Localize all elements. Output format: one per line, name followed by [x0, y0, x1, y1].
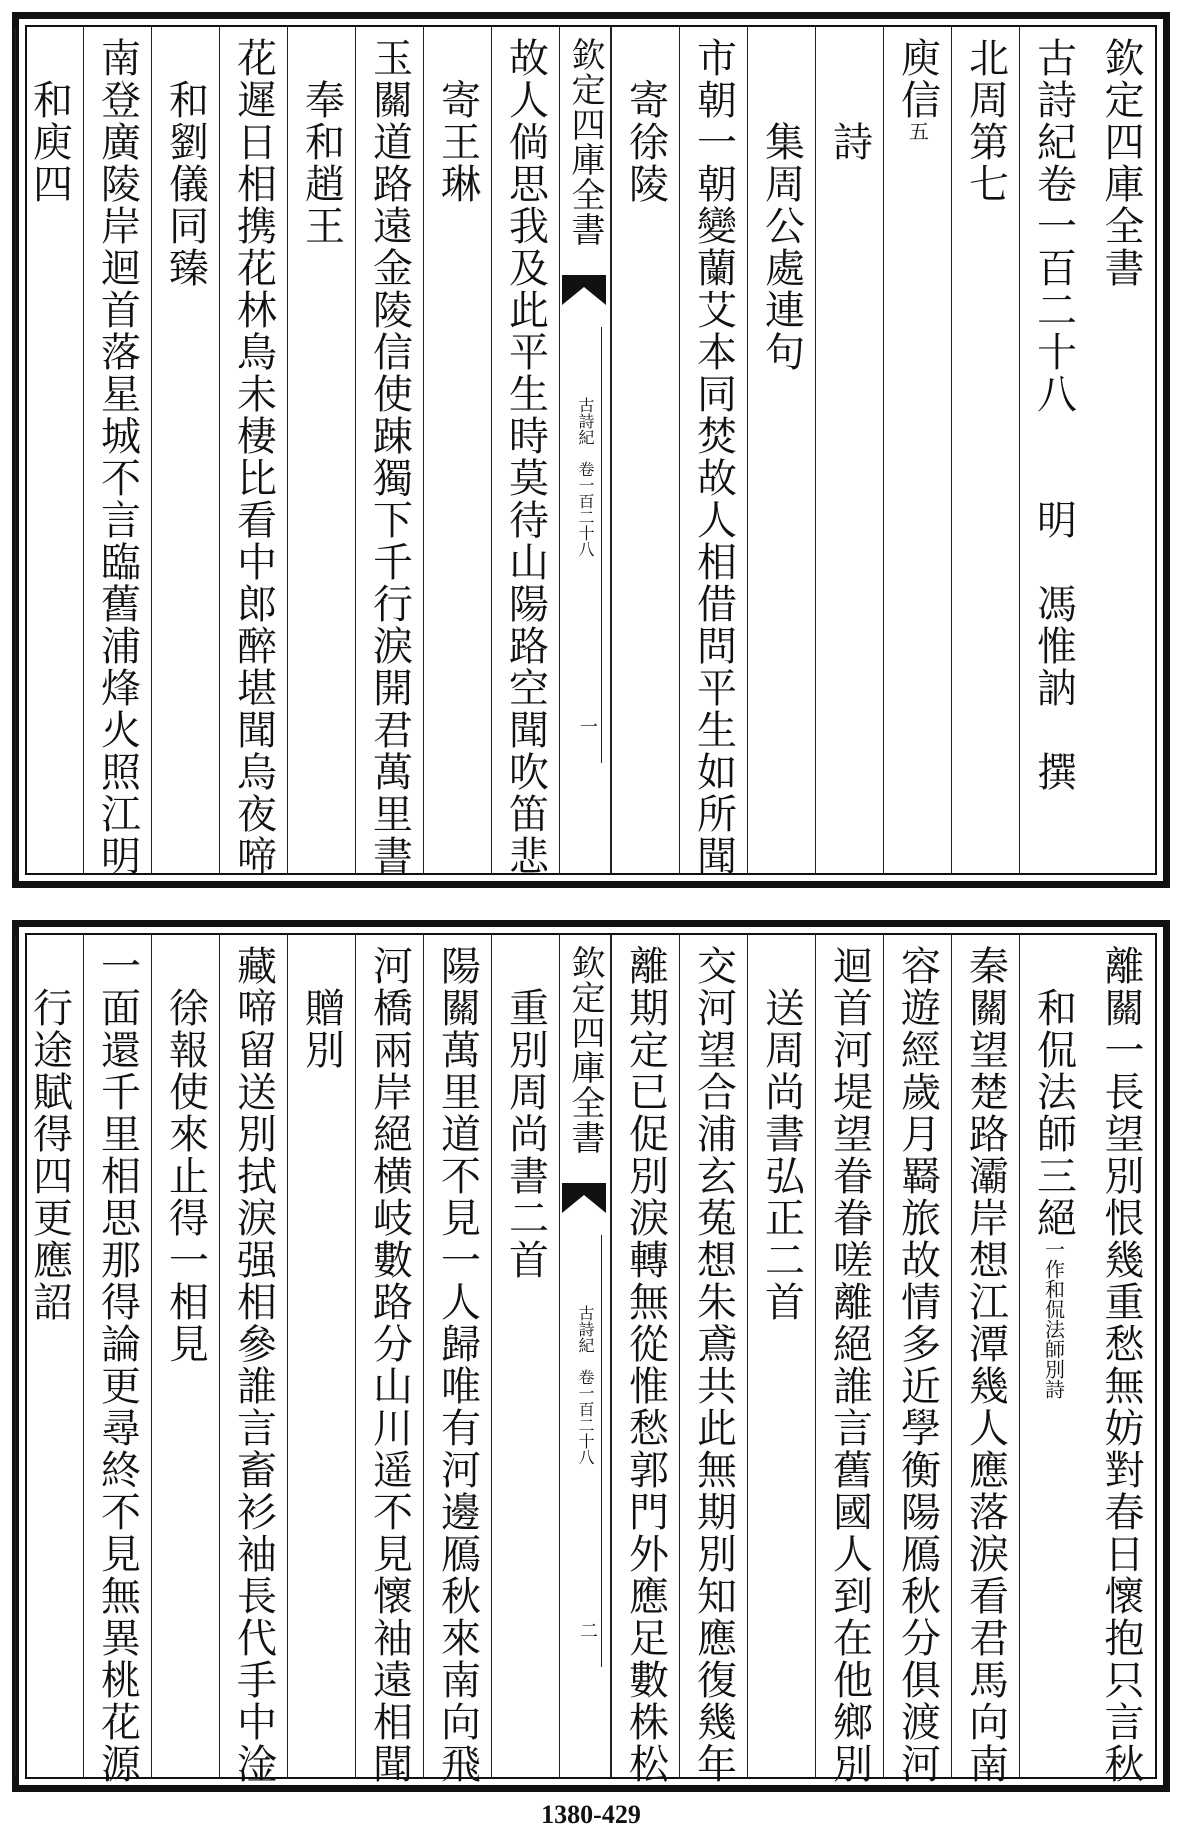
column-main-text: 容遊經歲月羇旅故情多近學衡陽鴈秋分俱渡河 [894, 945, 941, 1785]
column-main-text: 和庾四 [26, 37, 73, 205]
column-main-text: 故人倘思我及此平生時莫待山陽路空聞吹笛悲 [502, 37, 549, 877]
column-text [962, 945, 1009, 1785]
text-column [1087, 27, 1155, 873]
column-main-text: 和劉儀同臻 [162, 37, 209, 289]
text-column [423, 935, 491, 1785]
column-text [366, 945, 413, 1785]
column-main-text: 贈別 [298, 945, 345, 1071]
banner-volume: 古詩紀 卷一百二十八 [576, 397, 595, 557]
column-text [1030, 37, 1077, 793]
column-main-text: 河橋兩岸絕横岐數路分山川遥不見懷袖遠相聞 [366, 945, 413, 1785]
text-column [679, 935, 747, 1785]
page-frame [25, 25, 1157, 875]
column-main-text: 行途賦得四更應詔 [26, 945, 73, 1323]
column-text [894, 37, 941, 141]
text-column [815, 27, 883, 873]
column-main-text: 庾信 [894, 37, 941, 121]
column-main-text: 離期定已促別淚轉無從惟愁郭門外應足數株松 [622, 945, 669, 1785]
column-text [434, 945, 481, 1785]
column-text [1030, 945, 1077, 1399]
fish-tail-mark-icon [562, 275, 606, 305]
column-main-text: 送周尚書弘正二首 [758, 945, 805, 1323]
column-main-text: 一面還千里相思那得論更尋終不見無異桃花源 [94, 945, 141, 1785]
column-text [962, 37, 1009, 205]
column-main-text: 市朝一朝變蘭艾本同焚故人相借問平生如所聞 [690, 37, 737, 877]
banner-folio: 一 [577, 717, 598, 735]
column-text [434, 37, 481, 205]
column-main-text: 南登廣陵岸迴首落星城不言臨舊浦烽火照江明 [94, 37, 141, 877]
page-footer-number: 1380-429 [541, 1800, 641, 1829]
text-column [355, 27, 423, 877]
banner-title: 欽定四庫全書 [565, 945, 605, 1155]
text-column [423, 27, 491, 873]
column-text [26, 37, 73, 205]
column-main-text: 陽關萬里道不見一人歸唯有河邊鴈秋來南向飛 [434, 945, 481, 1785]
column-text [162, 945, 209, 1365]
column-main-text: 迴首河堤望眷眷嗟離絕誰言舊國人到在他鄉別 [826, 945, 873, 1785]
text-column [219, 27, 287, 877]
text-column [83, 27, 151, 877]
text-column [15, 935, 83, 1777]
text-column [151, 935, 219, 1777]
banner-rule [601, 1235, 602, 1667]
text-column [287, 935, 355, 1777]
text-column [883, 27, 951, 873]
text-column [219, 935, 287, 1785]
banner-rule [601, 327, 602, 763]
column-text [94, 945, 141, 1785]
column-text [690, 37, 737, 877]
column-text [502, 37, 549, 877]
column-main-text: 寄王琳 [434, 37, 481, 205]
text-column [951, 935, 1019, 1785]
column-text [94, 37, 141, 877]
text-column [1019, 935, 1087, 1777]
column-main-text: 奉和趙王 [298, 37, 345, 247]
banner-volume: 古詩紀 卷一百二十八 [576, 1305, 595, 1465]
text-column [951, 27, 1019, 873]
text-column [747, 27, 815, 873]
column-text [298, 37, 345, 247]
column-main-text: 寄徐陵 [622, 37, 669, 205]
column-text [826, 37, 873, 163]
text-column [151, 27, 219, 873]
text-column [679, 27, 747, 877]
column-sub-text: 五 [905, 121, 930, 141]
column-main-text: 離關一長望別恨幾重愁無妨對春日懷抱只言秋 [1098, 945, 1144, 1785]
column-main-text: 重別周尚書二首 [502, 945, 549, 1281]
page-spread-bottom [12, 920, 1170, 1792]
text-column [83, 935, 151, 1785]
column-main-text: 和侃法師三絕 [1030, 945, 1077, 1239]
column-text [826, 945, 873, 1785]
column-text [298, 945, 345, 1071]
column-text [366, 37, 413, 877]
column-main-text: 玉關道路遠金陵信使踈獨下千行淚開君萬里書 [366, 37, 413, 877]
column-text [230, 945, 277, 1785]
text-column [611, 27, 679, 873]
banner-title: 欽定四庫全書 [565, 37, 605, 247]
text-column [815, 935, 883, 1785]
text-column [883, 935, 951, 1785]
text-column [611, 935, 679, 1785]
column-main-text: 集周公處連句 [758, 37, 805, 373]
column-main-text: 古詩紀卷一百二十八 明 馮惟訥 撰 [1030, 37, 1077, 793]
column-text [622, 37, 669, 205]
fish-tail-mark-icon [562, 1183, 606, 1213]
page-spread-top [12, 12, 1170, 888]
column-text [26, 945, 73, 1323]
column-main-text: 欽定四庫全書 [1098, 37, 1144, 289]
column-text [502, 945, 549, 1281]
text-column [1087, 935, 1155, 1785]
column-text [690, 945, 737, 1785]
banner-folio: 二 [577, 1621, 598, 1639]
column-main-text: 秦關望楚路灞岸想江潭幾人應落淚看君馬向南 [962, 945, 1009, 1785]
column-annotation: 一作和侃法師別詩 [1041, 1239, 1066, 1399]
text-column [747, 935, 815, 1777]
column-main-text: 詩 [826, 37, 873, 163]
column-main-text: 交河望合浦玄菟想朱鳶共此無期別知應復幾年 [690, 945, 737, 1785]
text-column [15, 27, 83, 873]
center-banner [559, 27, 611, 873]
text-column [287, 27, 355, 873]
text-column [491, 935, 559, 1777]
column-text [1098, 37, 1144, 289]
column-main-text: 花遲日相携花林鳥未棲比看中郎醉堪聞烏夜啼 [230, 37, 277, 877]
column-main-text: 徐報使來止得一相見 [162, 945, 209, 1365]
center-banner [559, 935, 611, 1777]
column-text [622, 945, 669, 1785]
column-main-text: 北周第七 [962, 37, 1009, 205]
column-main-text: 藏啼留送別拭淚强相參誰言畜衫袖長代手中淦 [230, 945, 277, 1785]
column-text [230, 37, 277, 877]
column-text [758, 945, 805, 1323]
column-text [1098, 945, 1144, 1785]
column-text [758, 37, 805, 373]
column-text [894, 945, 941, 1785]
column-text [162, 37, 209, 289]
text-column [355, 935, 423, 1785]
page-frame [25, 933, 1157, 1785]
text-column [491, 27, 559, 877]
text-column [1019, 27, 1087, 873]
